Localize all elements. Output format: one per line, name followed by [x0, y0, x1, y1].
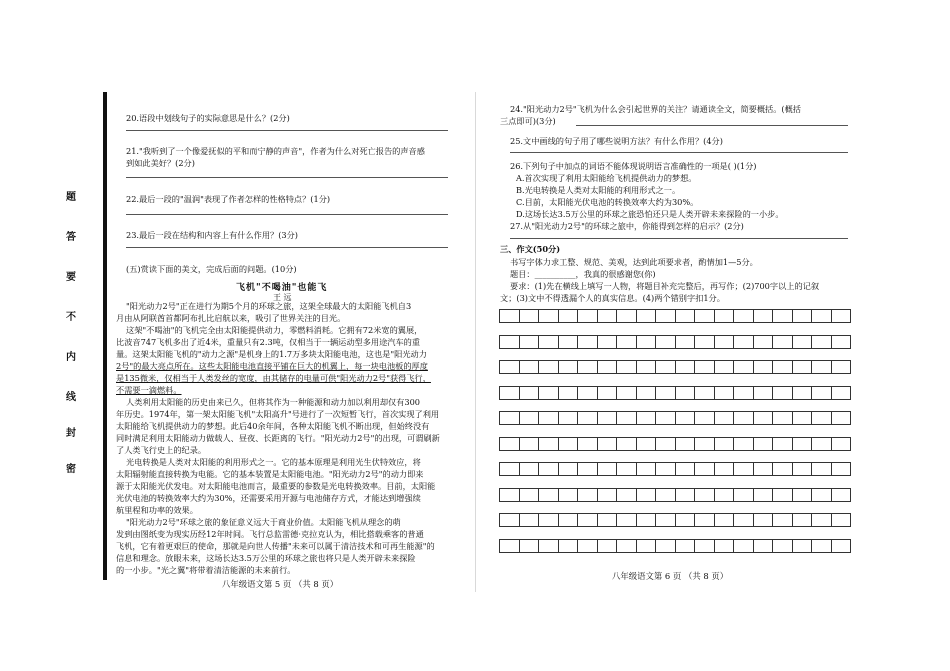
essay-grid-cell[interactable] [695, 540, 715, 552]
answer-line [510, 152, 848, 153]
question-21-line1: 21."我听到了一个像爱抚似的平和而宁静的声音"，作者为什么对死亡报告的声音感 [126, 146, 425, 156]
answer-line [126, 177, 448, 178]
para5-line4: 信息和理念。放眼未来，这场长达3.5万公里的环球之旅也将只是人类开辟未来探险 [116, 553, 416, 563]
essay-grid-cell[interactable] [656, 412, 676, 424]
essay-grid-cell[interactable] [832, 438, 851, 450]
essay-grid-cell[interactable] [539, 489, 559, 501]
answer-line [126, 214, 448, 215]
page-footer-right: 八年级语文第 6 页 （共 8 页） [612, 571, 729, 581]
essay-grid-cell[interactable] [812, 387, 832, 399]
para2-line1: 这架"不喝油"的飞机完全由太阳能提供动力，零燃料消耗。它拥有72米宽的翼展， [126, 325, 423, 335]
essay-grid-cell[interactable] [773, 540, 793, 552]
para5-line1: "阳光动力2号"环球之旅的象征意义远大于商业价值。太阳能飞机从理念的萌 [126, 517, 401, 527]
essay-grid-cell[interactable] [734, 336, 754, 348]
essay-grid-cell[interactable] [559, 412, 579, 424]
essay-grid-cell[interactable] [500, 489, 520, 501]
essay-grid-cell[interactable] [617, 514, 637, 526]
essay-grid-cell[interactable] [617, 540, 637, 552]
essay-grid-cell[interactable] [637, 361, 657, 373]
essay-grid-cell[interactable] [715, 361, 735, 373]
essay-grid-cell[interactable] [695, 310, 715, 322]
essay-grid-cell[interactable] [656, 514, 676, 526]
essay-grid-cell[interactable] [695, 336, 715, 348]
essay-grid-cell[interactable] [812, 438, 832, 450]
essay-grid-cell[interactable] [598, 361, 618, 373]
essay-grid-cell[interactable] [578, 387, 598, 399]
essay-grid-cell[interactable] [715, 387, 735, 399]
para1-line1: "阳光动力2号"正在进行为期5个月的环球之旅，这架全球最大的太阳能飞机自3 [126, 301, 412, 311]
essay-grid-cell[interactable] [578, 361, 598, 373]
essay-grid-cell[interactable] [539, 438, 559, 450]
essay-grid-row[interactable] [499, 488, 851, 502]
essay-grid-cell[interactable] [773, 489, 793, 501]
essay-grid-cell[interactable] [500, 387, 520, 399]
question-26: 26.下列句子中加点的词语不能体现说明语言准确性的一项是( )(1分) [510, 161, 757, 171]
essay-grid-cell[interactable] [754, 310, 774, 322]
essay-grid-cell[interactable] [754, 412, 774, 424]
question-23: 23.最后一段在结构和内容上有什么作用？(3分) [126, 230, 298, 240]
essay-grid-cell[interactable] [754, 540, 774, 552]
question-26-option-c: C.目前，太阳能光伏电池的转换效率大约为30%。 [516, 197, 699, 207]
essay-grid-cell[interactable] [598, 310, 618, 322]
essay-grid-cell[interactable] [734, 387, 754, 399]
essay-grid-cell[interactable] [695, 514, 715, 526]
essay-grid-cell[interactable] [734, 412, 754, 424]
para3-line4: 同时满足利用太阳能动力做载人、昼夜、长距离的飞行。"阳光动力2号"的出现，可谓刷新 [116, 433, 440, 443]
essay-grid-cell[interactable] [773, 438, 793, 450]
margin-char: 密 [66, 464, 76, 475]
essay-grid-cell[interactable] [637, 387, 657, 399]
essay-grid-cell[interactable] [539, 361, 559, 373]
essay-grid-cell[interactable] [676, 489, 696, 501]
question-24-line2: 三点即可)(3分) [500, 116, 556, 126]
para5-line2: 发到由图纸变为现实历经12年时间。飞行总监雷德·克拉克认为，相比搭载乘客的普通 [116, 529, 424, 539]
essay-grid-cell[interactable] [812, 489, 832, 501]
essay-grid-cell[interactable] [793, 310, 813, 322]
answer-line [126, 247, 448, 248]
essay-grid-cell[interactable] [520, 412, 540, 424]
para5-line5: 的一小步。"光之翼"将带着清洁能源的未来前行。 [116, 565, 296, 575]
question-24-line1: 24."阳光动力2号"飞机为什么会引起世界的关注？请通读全文，简要概括。(概括 [510, 104, 801, 114]
section-5-heading: (五)赏读下面的美文，完成后面的问题。(10分) [126, 264, 297, 274]
essay-grid-cell[interactable] [812, 540, 832, 552]
essay-grid-cell[interactable] [617, 310, 637, 322]
essay-grid-cell[interactable] [500, 438, 520, 450]
essay-grid-cell[interactable] [832, 540, 851, 552]
essay-grid-cell[interactable] [676, 438, 696, 450]
essay-grid-cell[interactable] [539, 412, 559, 424]
essay-grid-cell[interactable] [637, 336, 657, 348]
essay-grid-cell[interactable] [637, 310, 657, 322]
essay-grid-row[interactable] [499, 513, 851, 527]
essay-grid-cell[interactable] [559, 387, 579, 399]
essay-grid-cell[interactable] [695, 412, 715, 424]
answer-line [126, 130, 448, 131]
para4-line2: 太阳辐射能直接转换为电能。它的基本装置是太阳能电池。"阳光动力2号"的动力即来 [116, 469, 424, 479]
essay-grid-cell[interactable] [773, 336, 793, 348]
essay-req-1: 书写字体力求工整、规范、美观，达到此项要求者，酌情加1—5分。 [510, 257, 758, 267]
essay-grid-cell[interactable] [559, 361, 579, 373]
essay-grid-cell[interactable] [500, 336, 520, 348]
question-20: 20.语段中划线句子的实际意思是什么？(2分) [126, 113, 290, 123]
essay-grid-cell[interactable] [676, 336, 696, 348]
essay-grid-cell[interactable] [793, 540, 813, 552]
essay-grid-cell[interactable] [617, 489, 637, 501]
left-border-bar [103, 92, 107, 580]
essay-grid-cell[interactable] [773, 514, 793, 526]
essay-grid-cell[interactable] [676, 412, 696, 424]
essay-grid-cell[interactable] [520, 438, 540, 450]
essay-grid-cell[interactable] [578, 463, 598, 475]
essay-grid-cell[interactable] [832, 310, 851, 322]
essay-grid-cell[interactable] [559, 514, 579, 526]
essay-grid-cell[interactable] [656, 361, 676, 373]
essay-grid-cell[interactable] [773, 463, 793, 475]
essay-grid-cell[interactable] [559, 310, 579, 322]
essay-grid-cell[interactable] [773, 387, 793, 399]
essay-grid-cell[interactable] [832, 361, 851, 373]
essay-grid-cell[interactable] [793, 387, 813, 399]
essay-grid-cell[interactable] [637, 438, 657, 450]
essay-grid-cell[interactable] [832, 387, 851, 399]
essay-grid-cell[interactable] [695, 489, 715, 501]
essay-grid-cell[interactable] [715, 310, 735, 322]
essay-grid-row[interactable] [499, 462, 851, 476]
question-22: 22.最后一段的"温润"表现了作者怎样的性格特点？(1分) [126, 194, 331, 204]
essay-grid-cell[interactable] [500, 361, 520, 373]
essay-grid-cell[interactable] [520, 514, 540, 526]
essay-grid-cell[interactable] [578, 514, 598, 526]
essay-grid-cell[interactable] [715, 489, 735, 501]
essay-grid-cell[interactable] [617, 336, 637, 348]
essay-grid-row[interactable] [499, 539, 851, 553]
essay-grid-cell[interactable] [793, 412, 813, 424]
essay-grid-row[interactable] [499, 386, 851, 400]
essay-grid-cell[interactable] [617, 412, 637, 424]
essay-grid-cell[interactable] [715, 540, 735, 552]
essay-grid-cell[interactable] [656, 310, 676, 322]
para3-line5: 了人类飞行史上的纪录。 [116, 445, 207, 455]
essay-grid-cell[interactable] [656, 463, 676, 475]
essay-grid-cell[interactable] [598, 540, 618, 552]
essay-grid-cell[interactable] [793, 361, 813, 373]
essay-grid-cell[interactable] [676, 463, 696, 475]
essay-grid-cell[interactable] [539, 336, 559, 348]
question-21-line2: 到如此美好？(2分) [126, 158, 195, 168]
essay-grid-cell[interactable] [598, 463, 618, 475]
para4-line4: 光伏电池的转换效率大约为30%，还需要采用开源与电池储存方式，才能达到增强续 [116, 493, 421, 503]
essay-grid-cell[interactable] [734, 438, 754, 450]
essay-grid-cell[interactable] [734, 310, 754, 322]
essay-grid-cell[interactable] [520, 361, 540, 373]
essay-grid-cell[interactable] [695, 361, 715, 373]
essay-grid-cell[interactable] [500, 412, 520, 424]
essay-grid-row[interactable] [499, 437, 851, 451]
essay-grid-cell[interactable] [715, 463, 735, 475]
margin-char: 不 [66, 312, 76, 323]
page-divider [475, 92, 476, 592]
essay-grid-cell[interactable] [715, 514, 735, 526]
essay-grid-cell[interactable] [676, 310, 696, 322]
essay-grid-cell[interactable] [812, 310, 832, 322]
essay-writing-grid[interactable] [499, 309, 851, 557]
essay-grid-cell[interactable] [559, 489, 579, 501]
margin-char: 题 [66, 192, 76, 203]
essay-grid-cell[interactable] [793, 489, 813, 501]
essay-grid-cell[interactable] [734, 489, 754, 501]
essay-grid-cell[interactable] [812, 514, 832, 526]
margin-char: 答 [66, 232, 76, 243]
essay-grid-cell[interactable] [637, 412, 657, 424]
essay-grid-cell[interactable] [656, 540, 676, 552]
page-footer-left: 八年级语文第 5 页 （共 8 页） [222, 579, 339, 589]
essay-grid-cell[interactable] [773, 361, 793, 373]
answer-line [576, 125, 848, 126]
seal-line-notice [64, 188, 78, 478]
essay-grid-cell[interactable] [656, 336, 676, 348]
essay-grid-cell[interactable] [578, 489, 598, 501]
essay-grid-cell[interactable] [715, 412, 735, 424]
essay-grid-cell[interactable] [578, 336, 598, 348]
essay-grid-cell[interactable] [520, 540, 540, 552]
essay-grid-cell[interactable] [598, 514, 618, 526]
essay-grid-cell[interactable] [832, 463, 851, 475]
essay-grid-cell[interactable] [793, 336, 813, 348]
essay-grid-cell[interactable] [520, 489, 540, 501]
para3-line2: 年历史。1974年，第一架太阳能飞机"太阳高升"号进行了一次短暂飞行，首次实现了利用 [116, 409, 440, 419]
essay-grid-cell[interactable] [793, 514, 813, 526]
essay-grid-cell[interactable] [637, 489, 657, 501]
question-26-option-d: D.这场长达3.5万公里的环球之旅恐怕还只是人类开辟未来探险的一小步。 [516, 209, 784, 219]
essay-grid-cell[interactable] [539, 540, 559, 552]
essay-grid-cell[interactable] [734, 540, 754, 552]
essay-grid-cell[interactable] [559, 540, 579, 552]
essay-grid-cell[interactable] [754, 336, 774, 348]
para4-line3: 源于太阳能光伏发电。对太阳能电池而言，最重要的参数是光电转换效率。目前，太阳能 [116, 481, 436, 491]
essay-grid-cell[interactable] [754, 514, 774, 526]
essay-grid-cell[interactable] [715, 336, 735, 348]
essay-grid-cell[interactable] [773, 412, 793, 424]
essay-grid-row[interactable] [499, 309, 851, 323]
para4-line5: 航里程和功率的效果。 [116, 505, 198, 515]
essay-grid-cell[interactable] [598, 438, 618, 450]
essay-grid-cell[interactable] [617, 438, 637, 450]
essay-grid-cell[interactable] [695, 387, 715, 399]
margin-char: 要 [66, 272, 76, 283]
essay-grid-cell[interactable] [793, 463, 813, 475]
essay-grid-cell[interactable] [617, 387, 637, 399]
para4-line1: 光电转换是人类对太阳能的利用形式之一。它的基本原理是利用光生伏特效应，将 [126, 457, 421, 467]
essay-grid-cell[interactable] [637, 514, 657, 526]
essay-grid-cell[interactable] [578, 412, 598, 424]
essay-grid-cell[interactable] [832, 412, 851, 424]
answer-line [510, 238, 848, 239]
essay-grid-cell[interactable] [520, 336, 540, 348]
para5-line3: 飞机，它有着更艰巨的使命，那就是向世人传播"未来可以属于清洁技术和可再生能源"的 [116, 541, 435, 551]
essay-grid-cell[interactable] [617, 463, 637, 475]
essay-grid-cell[interactable] [734, 361, 754, 373]
essay-grid-cell[interactable] [695, 463, 715, 475]
para2-line3: 量。这架太阳能飞机的"动力之源"是机身上的1.7万多块太阳能电池，这也是"阳光动力 [116, 349, 427, 359]
para3-line3: 太阳能给飞机提供动力的梦想。此后40余年间，各种太阳能飞机不断出现，但始终没有 [116, 421, 430, 431]
question-25: 25.文中画线的句子用了哪些说明方法？有什么作用？(4分) [510, 136, 723, 146]
essay-grid-cell[interactable] [656, 489, 676, 501]
essay-grid-cell[interactable] [598, 489, 618, 501]
essay-grid-cell[interactable] [812, 412, 832, 424]
essay-req-3-line2: 文；(3)文中不得透漏个人的真实信息。(4)两个错别字扣1分。 [500, 293, 725, 303]
essay-grid-cell[interactable] [656, 438, 676, 450]
essay-grid-cell[interactable] [812, 463, 832, 475]
essay-grid-cell[interactable] [617, 361, 637, 373]
essay-grid-cell[interactable] [656, 387, 676, 399]
essay-grid-cell[interactable] [754, 463, 774, 475]
question-27: 27.从"阳光动力2号"的环球之旅中，你能得到怎样的启示？(2分) [510, 221, 744, 231]
para1-line2: 月由从阿联酋首都阿布扎比启航以来，吸引了世界关注的目光。 [116, 313, 346, 323]
essay-grid-cell[interactable] [500, 540, 520, 552]
essay-grid-cell[interactable] [578, 438, 598, 450]
essay-grid-cell[interactable] [539, 514, 559, 526]
essay-title-prompt: 题目：__________，我真的很感谢您(你) [510, 269, 656, 279]
essay-grid-cell[interactable] [793, 438, 813, 450]
article-title: 飞机"不喝油"也能飞 [236, 283, 328, 293]
essay-grid-row[interactable] [499, 335, 851, 349]
essay-grid-cell[interactable] [520, 310, 540, 322]
essay-grid-cell[interactable] [598, 387, 618, 399]
essay-grid-cell[interactable] [734, 463, 754, 475]
essay-grid-cell[interactable] [578, 310, 598, 322]
essay-grid-cell[interactable] [520, 463, 540, 475]
essay-grid-cell[interactable] [754, 489, 774, 501]
essay-grid-cell[interactable] [676, 387, 696, 399]
essay-req-3-line1: 要求：(1)先在横线上填写一人物，将题目补充完整后，再写作；(2)700字以上的记叙 [510, 281, 820, 291]
essay-grid-cell[interactable] [715, 438, 735, 450]
essay-grid-cell[interactable] [832, 336, 851, 348]
essay-grid-cell[interactable] [520, 387, 540, 399]
margin-char: 封 [66, 428, 76, 439]
essay-grid-cell[interactable] [500, 310, 520, 322]
section-3-heading: 三、作文(50分) [500, 244, 561, 254]
essay-grid-cell[interactable] [598, 336, 618, 348]
essay-grid-cell[interactable] [578, 540, 598, 552]
para2-line4-underlined: 2号"的最大亮点所在。这些太阳能电池直接平铺在巨大的机翼上，每一块电池板的厚度 [116, 361, 428, 371]
essay-grid-cell[interactable] [676, 361, 696, 373]
essay-grid-cell[interactable] [754, 438, 774, 450]
para3-line1: 人类利用太阳能的历史由来已久，但将其作为一种能源和动力加以利用却仅有300 [126, 397, 421, 407]
essay-grid-cell[interactable] [695, 438, 715, 450]
essay-grid-cell[interactable] [676, 540, 696, 552]
essay-grid-cell[interactable] [539, 463, 559, 475]
essay-grid-cell[interactable] [539, 387, 559, 399]
essay-grid-cell[interactable] [539, 310, 559, 322]
question-26-option-a: A.首次实现了利用太阳能给飞机提供动力的梦想。 [516, 173, 697, 183]
essay-grid-cell[interactable] [754, 361, 774, 373]
essay-grid-cell[interactable] [832, 489, 851, 501]
essay-grid-row[interactable] [499, 411, 851, 425]
essay-grid-cell[interactable] [754, 387, 774, 399]
question-26-option-b: B.光电转换是人类对太阳能的利用形式之一。 [516, 185, 681, 195]
essay-grid-cell[interactable] [598, 412, 618, 424]
essay-grid-cell[interactable] [559, 336, 579, 348]
para2-line5-underlined: 是135微米，仅相当于人类发丝的宽度，由其储存的电量可供"阳光动力2号"获得飞行， [116, 373, 431, 383]
essay-grid-cell[interactable] [559, 438, 579, 450]
margin-char: 内 [66, 352, 76, 363]
article-author: 王 远 [273, 293, 292, 302]
essay-grid-cell[interactable] [734, 514, 754, 526]
essay-grid-cell[interactable] [676, 514, 696, 526]
margin-char: 线 [66, 392, 76, 403]
essay-grid-cell[interactable] [500, 514, 520, 526]
essay-grid-cell[interactable] [637, 540, 657, 552]
essay-grid-cell[interactable] [812, 361, 832, 373]
essay-grid-cell[interactable] [832, 514, 851, 526]
essay-grid-cell[interactable] [773, 310, 793, 322]
essay-grid-cell[interactable] [500, 463, 520, 475]
essay-grid-row[interactable] [499, 360, 851, 374]
para2-line2: 比波音747飞机多出了近4米，重量只有2.3吨，仅相当于一辆运动型多用途汽车的重 [116, 337, 421, 347]
essay-grid-cell[interactable] [559, 463, 579, 475]
essay-grid-cell[interactable] [637, 463, 657, 475]
para2-line6-underlined: 不需要一滴燃料。 [116, 385, 182, 395]
essay-grid-cell[interactable] [812, 336, 832, 348]
